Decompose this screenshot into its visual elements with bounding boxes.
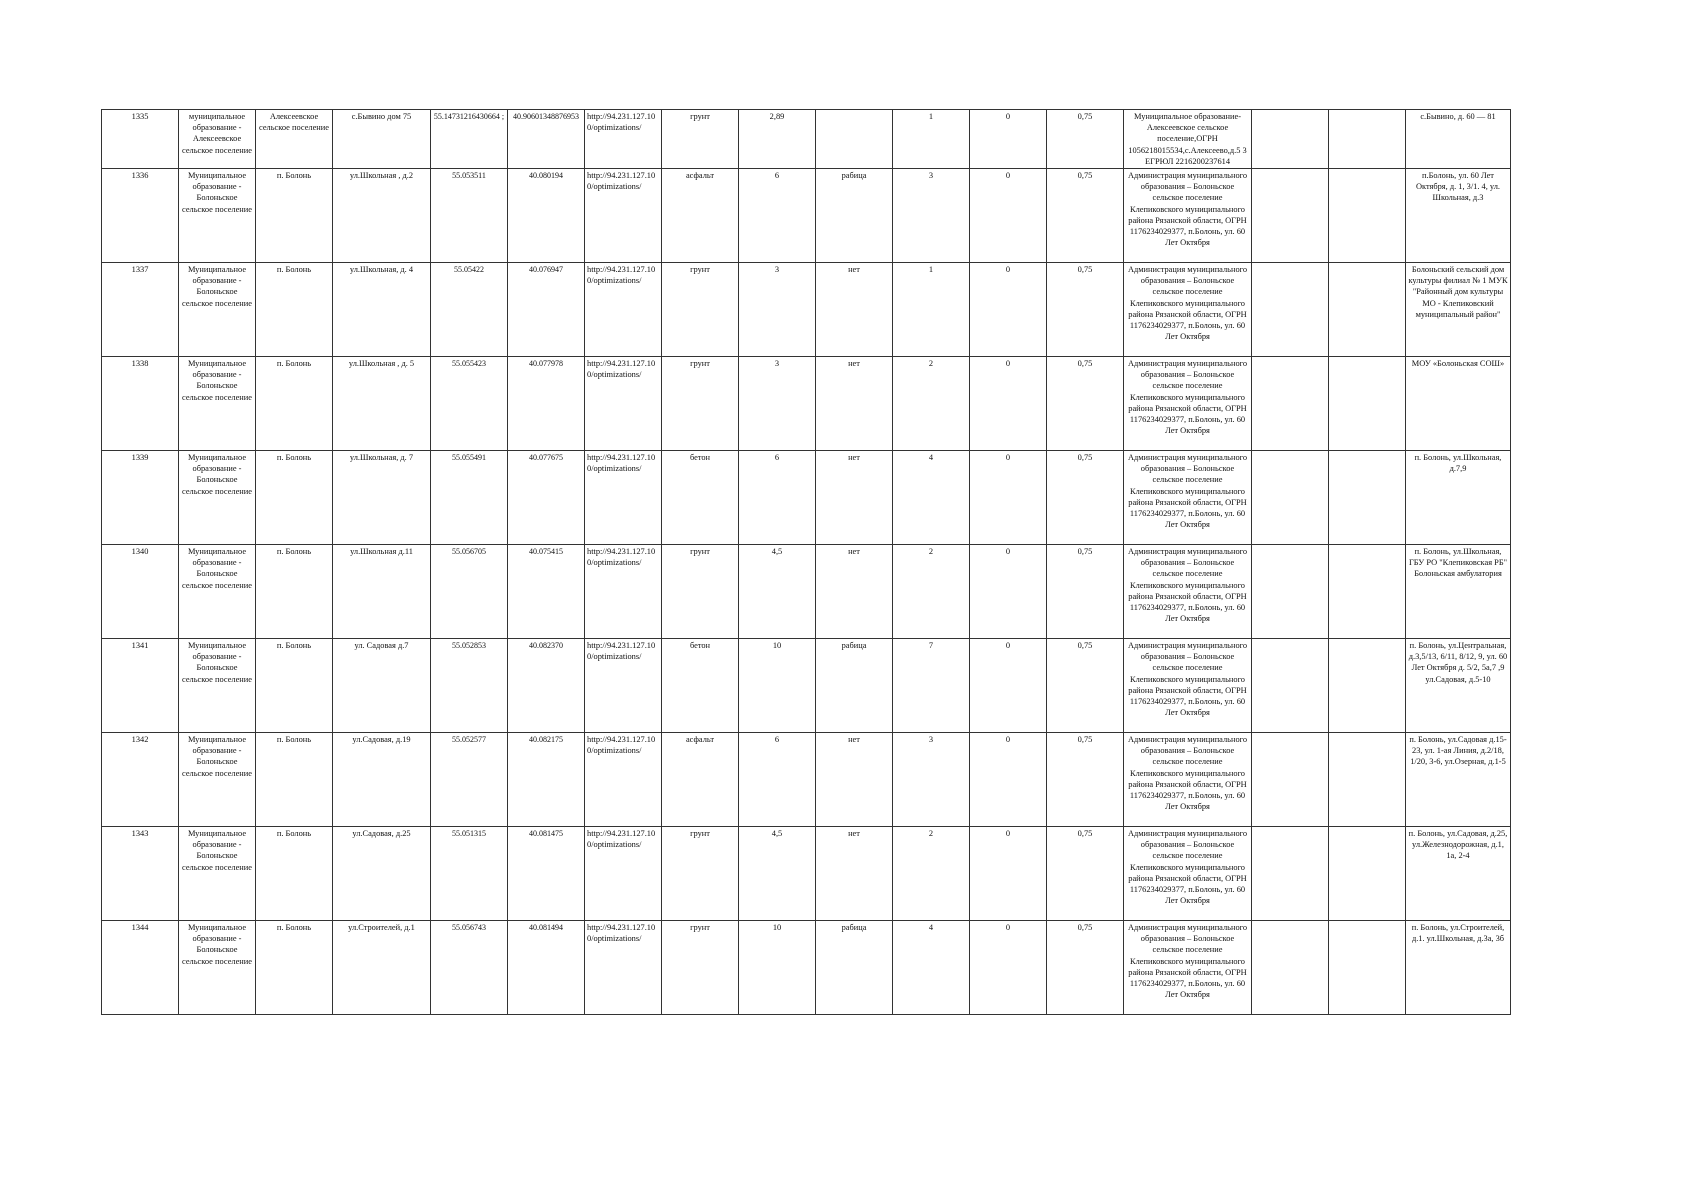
- municipality-cell: Муниципальное образование - Болоньское сельское поселение: [179, 921, 256, 1015]
- area-cell: 3: [739, 263, 816, 357]
- latitude-cell: 55.052853: [431, 639, 508, 733]
- fence-type-cell: нет: [816, 451, 893, 545]
- empty-cell: [1329, 827, 1406, 921]
- empty-cell: [1252, 169, 1329, 263]
- container-volume-cell: 0,75: [1047, 169, 1124, 263]
- settlement-cell: п. Болонь: [256, 733, 333, 827]
- waste-sources-cell: МОУ «Болоньская СОШ»: [1406, 357, 1511, 451]
- surface-type-cell: грунт: [662, 263, 739, 357]
- empty-cell: [1252, 545, 1329, 639]
- settlement-cell: п. Болонь: [256, 357, 333, 451]
- container-count-cell: 1: [893, 263, 970, 357]
- area-cell: 6: [739, 733, 816, 827]
- longitude-cell: 40.081494: [508, 921, 585, 1015]
- secondary-count-cell: 0: [970, 545, 1047, 639]
- map-link-cell[interactable]: http://94.231.127.10 0/optimizations/: [585, 639, 662, 733]
- row-number-cell: 1342: [102, 733, 179, 827]
- container-count-cell: 1: [893, 110, 970, 169]
- latitude-cell: 55.053511: [431, 169, 508, 263]
- secondary-count-cell: 0: [970, 921, 1047, 1015]
- owner-cell: Администрация муниципального образования – Болоньское сельское поселение Клепиковского муниципального района Рязанской области, ОГРН 1176234029377, п.Болонь, ул. 60 Лет Октября: [1124, 451, 1252, 545]
- secondary-count-cell: 0: [970, 733, 1047, 827]
- fence-type-cell: нет: [816, 545, 893, 639]
- address-cell: ул.Садовая, д.25: [333, 827, 431, 921]
- settlement-cell: п. Болонь: [256, 169, 333, 263]
- municipality-cell: Муниципальное образование - Болоньское сельское поселение: [179, 263, 256, 357]
- address-cell: с.Бывино дом 75: [333, 110, 431, 169]
- surface-type-cell: бетон: [662, 451, 739, 545]
- fence-type-cell: нет: [816, 263, 893, 357]
- address-cell: ул.Садовая, д.19: [333, 733, 431, 827]
- map-link-cell[interactable]: http://94.231.127.10 0/optimizations/: [585, 451, 662, 545]
- container-volume-cell: 0,75: [1047, 639, 1124, 733]
- table-row: [102, 357, 1511, 451]
- row-number-cell: 1344: [102, 921, 179, 1015]
- container-count-cell: 2: [893, 827, 970, 921]
- surface-type-cell: грунт: [662, 357, 739, 451]
- area-cell: 4,5: [739, 545, 816, 639]
- table-row: [102, 451, 1511, 545]
- latitude-cell: 55.052577: [431, 733, 508, 827]
- longitude-cell: 40.077675: [508, 451, 585, 545]
- map-link-cell[interactable]: http://94.231.127.10 0/optimizations/: [585, 827, 662, 921]
- waste-sources-cell: п. Болонь, ул.Строителей, д.1. ул.Школьная, д.3а, 3б: [1406, 921, 1511, 1015]
- row-number-cell: 1336: [102, 169, 179, 263]
- owner-cell: Администрация муниципального образования – Болоньское сельское поселение Клепиковского муниципального района Рязанской области, ОГРН 1176234029377, п.Болонь, ул. 60 Лет Октября: [1124, 921, 1252, 1015]
- waste-sources-cell: п. Болонь, ул.Садовая д.15-23, ул. 1-ая Линия, д.2/18, 1/20, 3-6, ул.Озерная, д.1-5: [1406, 733, 1511, 827]
- fence-type-cell: рабица: [816, 169, 893, 263]
- owner-cell: Администрация муниципального образования – Болоньское сельское поселение Клепиковского муниципального района Рязанской области, ОГРН 1176234029377, п.Болонь, ул. 60 Лет Октября: [1124, 733, 1252, 827]
- secondary-count-cell: 0: [970, 169, 1047, 263]
- settlement-cell: Алексеевское сельское поселение: [256, 110, 333, 169]
- container-volume-cell: 0,75: [1047, 451, 1124, 545]
- waste-sources-cell: п. Болонь, ул.Школьная, д.7,9: [1406, 451, 1511, 545]
- container-volume-cell: 0,75: [1047, 827, 1124, 921]
- map-link-cell[interactable]: http://94.231.127.10 0/optimizations/: [585, 110, 662, 169]
- latitude-cell: 55.05422: [431, 263, 508, 357]
- fence-type-cell: рабица: [816, 639, 893, 733]
- settlement-cell: п. Болонь: [256, 263, 333, 357]
- map-link-cell[interactable]: http://94.231.127.10 0/optimizations/: [585, 169, 662, 263]
- surface-type-cell: асфальт: [662, 733, 739, 827]
- container-volume-cell: 0,75: [1047, 110, 1124, 169]
- table-row: [102, 110, 1511, 169]
- latitude-cell: 55.056743: [431, 921, 508, 1015]
- fence-type-cell: нет: [816, 357, 893, 451]
- latitude-cell: 55.055423: [431, 357, 508, 451]
- table-row: [102, 263, 1511, 357]
- container-volume-cell: 0,75: [1047, 921, 1124, 1015]
- owner-cell: Муниципальное образование-Алексеевское сельское поселение,ОГРН 1056218015534,с.Алексеево,д.5 3 ЕГРЮЛ 2216200237614: [1124, 110, 1252, 169]
- owner-cell: Администрация муниципального образования – Болоньское сельское поселение Клепиковского муниципального района Рязанской области, ОГРН 1176234029377, п.Болонь, ул. 60 Лет Октября: [1124, 169, 1252, 263]
- latitude-cell: 55.14731216430664 ;: [431, 110, 508, 169]
- empty-cell: [1252, 827, 1329, 921]
- empty-cell: [1329, 545, 1406, 639]
- empty-cell: [1252, 451, 1329, 545]
- row-number-cell: 1339: [102, 451, 179, 545]
- waste-sources-cell: п. Болонь, ул.Школьная, ГБУ РО "Клепиковская РБ" Болоньская амбулатория: [1406, 545, 1511, 639]
- empty-cell: [1329, 357, 1406, 451]
- table-row: [102, 545, 1511, 639]
- area-cell: 6: [739, 169, 816, 263]
- owner-cell: Администрация муниципального образования – Болоньское сельское поселение Клепиковского муниципального района Рязанской области, ОГРН 1176234029377, п.Болонь, ул. 60 Лет Октября: [1124, 639, 1252, 733]
- container-count-cell: 4: [893, 921, 970, 1015]
- empty-cell: [1329, 263, 1406, 357]
- row-number-cell: 1341: [102, 639, 179, 733]
- longitude-cell: 40.075415: [508, 545, 585, 639]
- empty-cell: [1329, 169, 1406, 263]
- container-volume-cell: 0,75: [1047, 263, 1124, 357]
- address-cell: ул. Садовая д.7: [333, 639, 431, 733]
- empty-cell: [1252, 263, 1329, 357]
- waste-sources-cell: с.Бывино, д. 60 — 81: [1406, 110, 1511, 169]
- surface-type-cell: грунт: [662, 545, 739, 639]
- container-count-cell: 3: [893, 169, 970, 263]
- table-row: [102, 733, 1511, 827]
- address-cell: ул.Школьная д.11: [333, 545, 431, 639]
- registry-table: [101, 109, 1511, 1015]
- empty-cell: [1329, 451, 1406, 545]
- secondary-count-cell: 0: [970, 263, 1047, 357]
- address-cell: ул.Школьная , д. 5: [333, 357, 431, 451]
- municipality-cell: Муниципальное образование - Болоньское сельское поселение: [179, 639, 256, 733]
- container-count-cell: 7: [893, 639, 970, 733]
- municipality-cell: Муниципальное образование - Болоньское сельское поселение: [179, 357, 256, 451]
- latitude-cell: 55.056705: [431, 545, 508, 639]
- longitude-cell: 40.90601348876953: [508, 110, 585, 169]
- municipality-cell: Муниципальное образование - Болоньское сельское поселение: [179, 169, 256, 263]
- surface-type-cell: бетон: [662, 639, 739, 733]
- table-row: [102, 639, 1511, 733]
- municipality-cell: Муниципальное образование - Болоньское сельское поселение: [179, 545, 256, 639]
- longitude-cell: 40.081475: [508, 827, 585, 921]
- longitude-cell: 40.080194: [508, 169, 585, 263]
- secondary-count-cell: 0: [970, 827, 1047, 921]
- settlement-cell: п. Болонь: [256, 921, 333, 1015]
- map-link-cell[interactable]: http://94.231.127.10 0/optimizations/: [585, 357, 662, 451]
- empty-cell: [1252, 639, 1329, 733]
- waste-sources-cell: Болоньский сельский дом культуры филиал № 1 МУК "Районный дом культуры МО - Клепиковский муниципальный район": [1406, 263, 1511, 357]
- owner-cell: Администрация муниципального образования – Болоньское сельское поселение Клепиковского муниципального района Рязанской области, ОГРН 1176234029377, п.Болонь, ул. 60 Лет Октября: [1124, 545, 1252, 639]
- municipality-cell: Муниципальное образование - Болоньское сельское поселение: [179, 827, 256, 921]
- container-count-cell: 3: [893, 733, 970, 827]
- area-cell: 10: [739, 639, 816, 733]
- table-row: [102, 921, 1511, 1015]
- area-cell: 3: [739, 357, 816, 451]
- empty-cell: [1329, 639, 1406, 733]
- empty-cell: [1329, 733, 1406, 827]
- map-link-cell[interactable]: http://94.231.127.10 0/optimizations/: [585, 263, 662, 357]
- secondary-count-cell: 0: [970, 451, 1047, 545]
- address-cell: ул.Школьная , д.2: [333, 169, 431, 263]
- surface-type-cell: грунт: [662, 921, 739, 1015]
- owner-cell: Администрация муниципального образования – Болоньское сельское поселение Клепиковского муниципального района Рязанской области, ОГРН 1176234029377, п.Болонь, ул. 60 Лет Октября: [1124, 357, 1252, 451]
- address-cell: ул.Школьная, д. 7: [333, 451, 431, 545]
- row-number-cell: 1340: [102, 545, 179, 639]
- area-cell: 6: [739, 451, 816, 545]
- container-volume-cell: 0,75: [1047, 733, 1124, 827]
- empty-cell: [1252, 733, 1329, 827]
- container-count-cell: 4: [893, 451, 970, 545]
- surface-type-cell: асфальт: [662, 169, 739, 263]
- table-row: [102, 169, 1511, 263]
- area-cell: 2,89: [739, 110, 816, 169]
- surface-type-cell: грунт: [662, 827, 739, 921]
- owner-cell: Администрация муниципального образования – Болоньское сельское поселение Клепиковского муниципального района Рязанской области, ОГРН 1176234029377, п.Болонь, ул. 60 Лет Октября: [1124, 263, 1252, 357]
- container-count-cell: 2: [893, 357, 970, 451]
- fence-type-cell: нет: [816, 733, 893, 827]
- empty-cell: [1252, 921, 1329, 1015]
- longitude-cell: 40.076947: [508, 263, 585, 357]
- secondary-count-cell: 0: [970, 639, 1047, 733]
- settlement-cell: п. Болонь: [256, 451, 333, 545]
- fence-type-cell: нет: [816, 827, 893, 921]
- longitude-cell: 40.082175: [508, 733, 585, 827]
- empty-cell: [1329, 921, 1406, 1015]
- waste-sources-cell: п. Болонь, ул.Центральная, д.3,5/13, 6/11, 8/12, 9, ул. 60 Лет Октября д. 5/2, 5a,7 ,9 ул.Садовая, д.5-10: [1406, 639, 1511, 733]
- row-number-cell: 1343: [102, 827, 179, 921]
- map-link-cell[interactable]: http://94.231.127.10 0/optimizations/: [585, 921, 662, 1015]
- secondary-count-cell: 0: [970, 357, 1047, 451]
- surface-type-cell: грунт: [662, 110, 739, 169]
- row-number-cell: 1337: [102, 263, 179, 357]
- longitude-cell: 40.077978: [508, 357, 585, 451]
- container-count-cell: 2: [893, 545, 970, 639]
- municipality-cell: Муниципальное образование - Болоньское сельское поселение: [179, 451, 256, 545]
- secondary-count-cell: 0: [970, 110, 1047, 169]
- fence-type-cell: рабица: [816, 921, 893, 1015]
- owner-cell: Администрация муниципального образования – Болоньское сельское поселение Клепиковского муниципального района Рязанской области, ОГРН 1176234029377, п.Болонь, ул. 60 Лет Октября: [1124, 827, 1252, 921]
- map-link-cell[interactable]: http://94.231.127.10 0/optimizations/: [585, 545, 662, 639]
- municipality-cell: Муниципальное образование - Болоньское сельское поселение: [179, 733, 256, 827]
- map-link-cell[interactable]: http://94.231.127.10 0/optimizations/: [585, 733, 662, 827]
- waste-sources-cell: п.Болонь, ул. 60 Лет Октября, д. 1, 3/1. 4, ул. Школьная, д.3: [1406, 169, 1511, 263]
- area-cell: 10: [739, 921, 816, 1015]
- area-cell: 4,5: [739, 827, 816, 921]
- latitude-cell: 55.055491: [431, 451, 508, 545]
- empty-cell: [1252, 357, 1329, 451]
- empty-cell: [1329, 110, 1406, 169]
- settlement-cell: п. Болонь: [256, 639, 333, 733]
- municipality-cell: муниципальное образование - Алексеевское сельское поселение: [179, 110, 256, 169]
- empty-cell: [1252, 110, 1329, 169]
- container-volume-cell: 0,75: [1047, 545, 1124, 639]
- address-cell: ул.Школьная, д. 4: [333, 263, 431, 357]
- fence-type-cell: [816, 110, 893, 169]
- row-number-cell: 1338: [102, 357, 179, 451]
- waste-sources-cell: п. Болонь, ул.Садовая, д.25, ул.Железнодорожная, д.1, 1а, 2-4: [1406, 827, 1511, 921]
- settlement-cell: п. Болонь: [256, 545, 333, 639]
- latitude-cell: 55.051315: [431, 827, 508, 921]
- settlement-cell: п. Болонь: [256, 827, 333, 921]
- address-cell: ул.Строителей, д.1: [333, 921, 431, 1015]
- longitude-cell: 40.082370: [508, 639, 585, 733]
- row-number-cell: 1335: [102, 110, 179, 169]
- table-row: [102, 827, 1511, 921]
- container-volume-cell: 0,75: [1047, 357, 1124, 451]
